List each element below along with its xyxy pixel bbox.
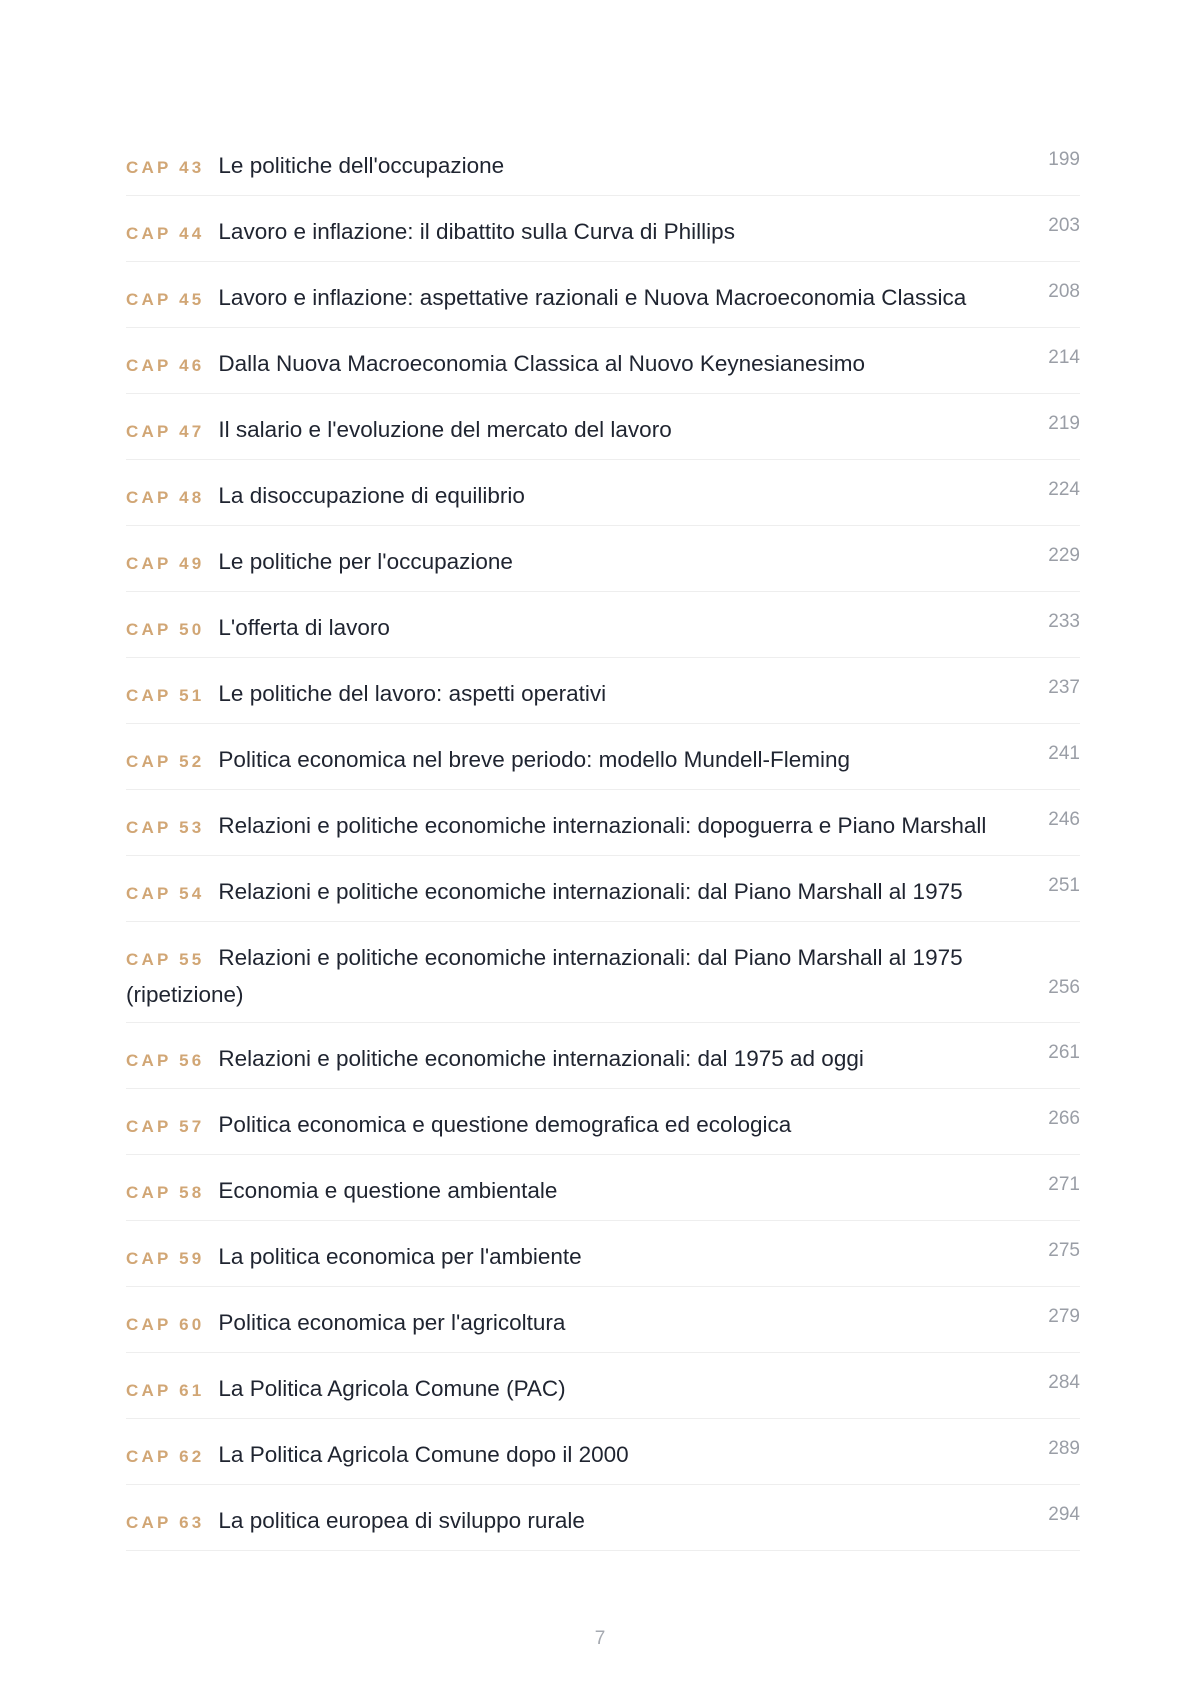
chapter-number: CAP 44 — [126, 224, 205, 243]
chapter-title: Dalla Nuova Macroeconomia Classica al Nuovo Keynesianesimo — [218, 351, 865, 376]
chapter-title: Relazioni e politiche economiche internazionali: dopoguerra e Piano Marshall — [218, 813, 987, 838]
chapter-title: Relazioni e politiche economiche internazionali: dal Piano Marshall al 1975 (ripetizione) — [126, 945, 963, 1007]
toc-entry[interactable] — [126, 1089, 1080, 1155]
chapter-number: CAP 56 — [126, 1051, 205, 1070]
chapter-number: CAP 46 — [126, 356, 205, 375]
toc-entry[interactable] — [126, 130, 1080, 196]
toc-entry[interactable] — [126, 196, 1080, 262]
toc-entry[interactable] — [126, 658, 1080, 724]
toc-entry[interactable] — [126, 460, 1080, 526]
page-number: 256 — [1048, 977, 1080, 998]
page-number: 219 — [1048, 413, 1080, 434]
chapter-title: Politica economica nel breve periodo: modello Mundell-Fleming — [218, 747, 850, 772]
toc-entry[interactable] — [126, 1353, 1080, 1419]
chapter-title: La politica economica per l'ambiente — [218, 1244, 582, 1269]
page-number: 271 — [1048, 1174, 1080, 1195]
chapter-number: CAP 61 — [126, 1381, 205, 1400]
chapter-title: Politica economica per l'agricoltura — [218, 1310, 566, 1335]
toc-entry[interactable] — [126, 856, 1080, 922]
toc-entry[interactable] — [126, 1155, 1080, 1221]
chapter-title: Le politiche dell'occupazione — [218, 153, 505, 178]
chapter-title: Il salario e l'evoluzione del mercato del lavoro — [218, 417, 672, 442]
chapter-title: Relazioni e politiche economiche internazionali: dal 1975 ad oggi — [218, 1046, 864, 1071]
toc-entry[interactable] — [126, 1485, 1080, 1551]
chapter-number: CAP 60 — [126, 1315, 205, 1334]
footer-page-number: 7 — [594, 1628, 606, 1649]
toc-entry[interactable] — [126, 592, 1080, 658]
page-number: 237 — [1048, 677, 1080, 698]
page-number: 294 — [1048, 1504, 1080, 1525]
chapter-number: CAP 47 — [126, 422, 205, 441]
toc-entry[interactable] — [126, 922, 1080, 1023]
chapter-number: CAP 55 — [126, 950, 205, 969]
page-number: 284 — [1048, 1372, 1080, 1393]
page-number: 233 — [1048, 611, 1080, 632]
chapter-number: CAP 57 — [126, 1117, 205, 1136]
chapter-title: Economia e questione ambientale — [218, 1178, 558, 1203]
chapter-title: La disoccupazione di equilibrio — [218, 483, 525, 508]
page-number: 229 — [1048, 545, 1080, 566]
page-number: 214 — [1048, 347, 1080, 368]
chapter-number: CAP 50 — [126, 620, 205, 639]
chapter-number: CAP 54 — [126, 884, 205, 903]
toc-entry[interactable] — [126, 262, 1080, 328]
chapter-number: CAP 63 — [126, 1513, 205, 1532]
page-number: 266 — [1048, 1108, 1080, 1129]
toc-entry[interactable] — [126, 1419, 1080, 1485]
chapter-number: CAP 51 — [126, 686, 205, 705]
page-number: 208 — [1048, 281, 1080, 302]
chapter-title: Lavoro e inflazione: aspettative razionali e Nuova Macroeconomia Classica — [218, 285, 967, 310]
toc-entry[interactable] — [126, 790, 1080, 856]
page-number: 224 — [1048, 479, 1080, 500]
chapter-number: CAP 49 — [126, 554, 205, 573]
page-number: 289 — [1048, 1438, 1080, 1459]
chapter-title: Lavoro e inflazione: il dibattito sulla Curva di Phillips — [218, 219, 735, 244]
page-number: 203 — [1048, 215, 1080, 236]
chapter-title: Politica economica e questione demografica ed ecologica — [218, 1112, 792, 1137]
page-number: 251 — [1048, 875, 1080, 896]
chapter-number: CAP 59 — [126, 1249, 205, 1268]
page-number: 246 — [1048, 809, 1080, 830]
chapter-title: La Politica Agricola Comune (PAC) — [218, 1376, 566, 1401]
chapter-number: CAP 53 — [126, 818, 205, 837]
toc-entry[interactable] — [126, 394, 1080, 460]
page-number: 275 — [1048, 1240, 1080, 1261]
chapter-number: CAP 48 — [126, 488, 205, 507]
chapter-title: L'offerta di lavoro — [218, 615, 390, 640]
chapter-title: Le politiche del lavoro: aspetti operativi — [218, 681, 607, 706]
chapter-number: CAP 62 — [126, 1447, 205, 1466]
table-of-contents — [126, 130, 1080, 1551]
toc-entry[interactable] — [126, 526, 1080, 592]
chapter-number: CAP 58 — [126, 1183, 205, 1202]
chapter-number: CAP 43 — [126, 158, 205, 177]
toc-entry[interactable] — [126, 328, 1080, 394]
toc-entry[interactable] — [126, 1221, 1080, 1287]
page-number: 279 — [1048, 1306, 1080, 1327]
toc-entry[interactable] — [126, 1287, 1080, 1353]
chapter-title: La Politica Agricola Comune dopo il 2000 — [218, 1442, 629, 1467]
chapter-number: CAP 45 — [126, 290, 205, 309]
chapter-title: La politica europea di sviluppo rurale — [218, 1508, 585, 1533]
chapter-number: CAP 52 — [126, 752, 205, 771]
chapter-title: Le politiche per l'occupazione — [218, 549, 513, 574]
toc-entry[interactable] — [126, 1023, 1080, 1089]
chapter-title: Relazioni e politiche economiche internazionali: dal Piano Marshall al 1975 — [218, 879, 963, 904]
page-number: 199 — [1048, 149, 1080, 170]
toc-entry[interactable] — [126, 724, 1080, 790]
page-number: 261 — [1048, 1042, 1080, 1063]
page-number: 241 — [1048, 743, 1080, 764]
